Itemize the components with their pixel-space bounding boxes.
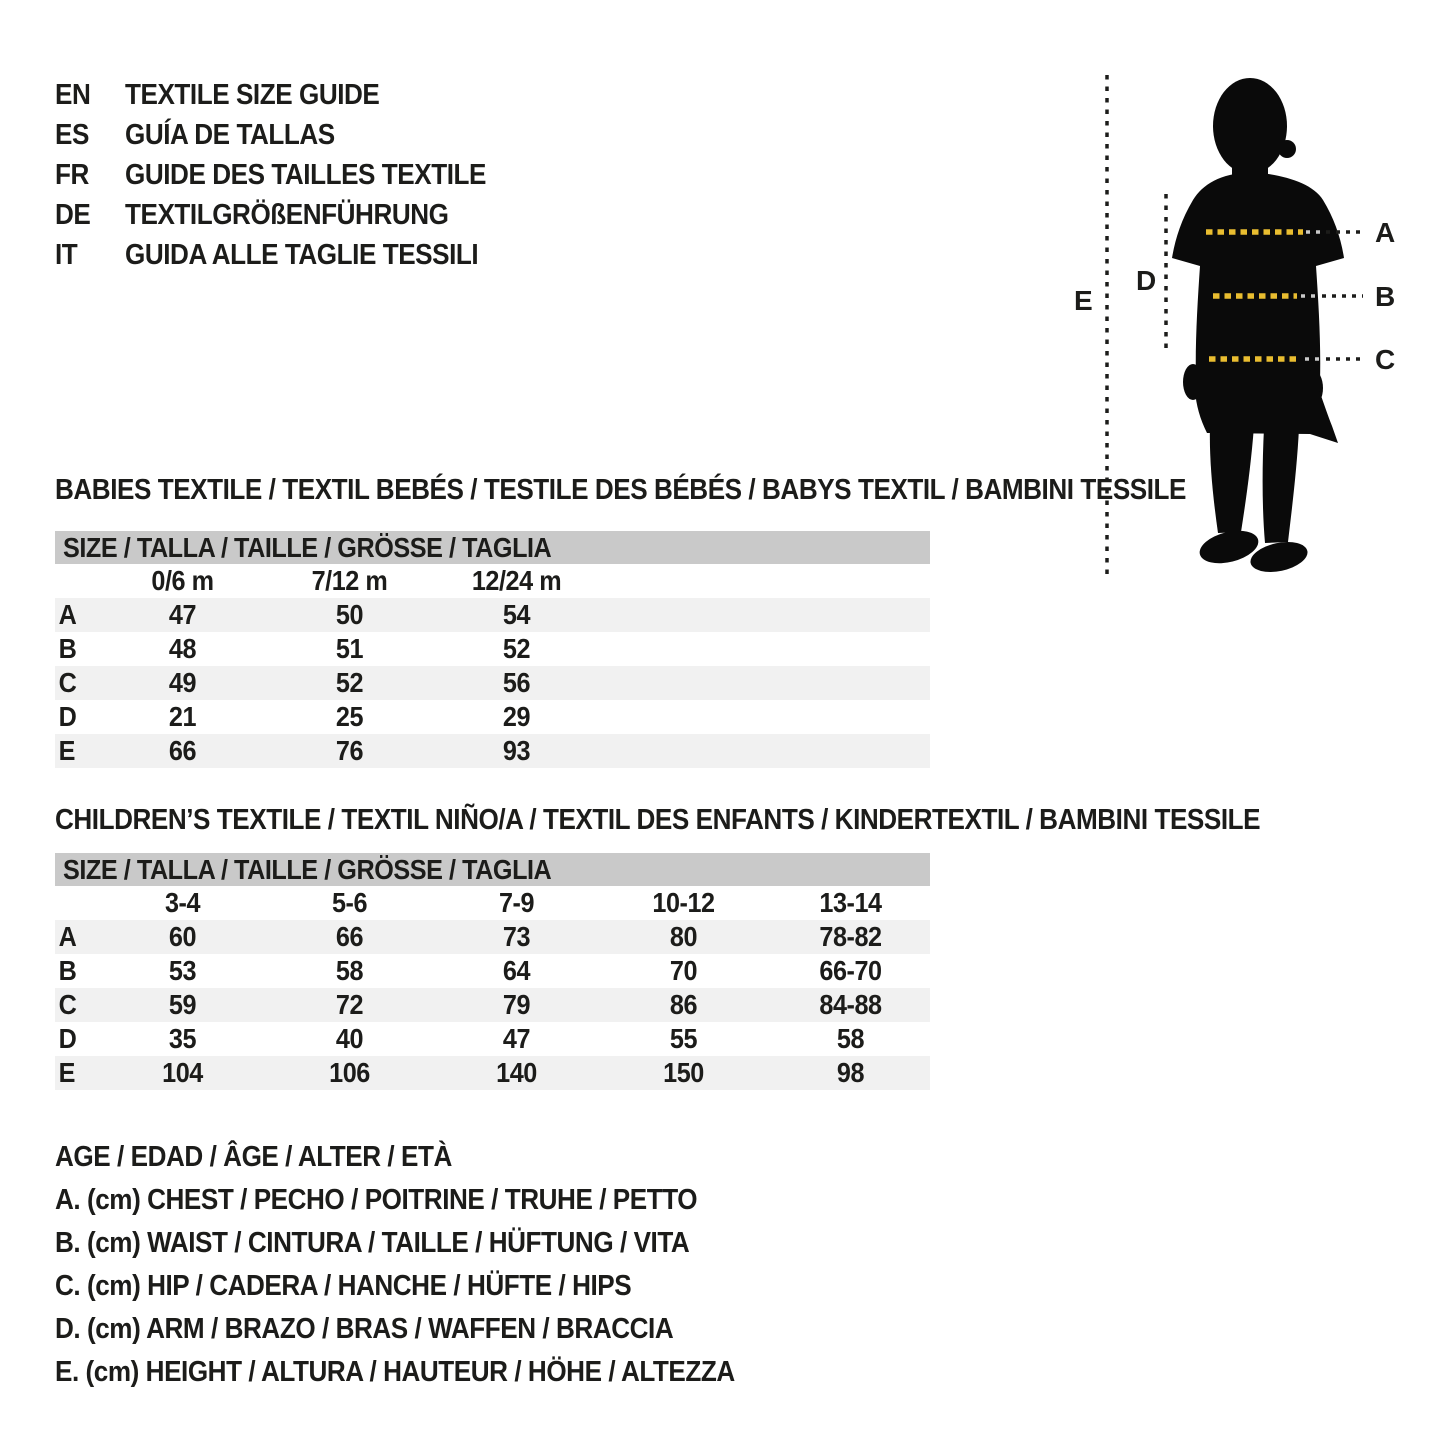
measurement-legend [55,1136,810,1394]
lang-title: GUÍA DE TALLAS [125,118,335,151]
column-header-row [55,564,930,598]
column-header: 7/12 m [311,565,388,596]
column-header-row [55,886,930,920]
lang-code: EN [55,78,91,111]
table-row: E 66 76 93 [55,734,930,768]
label-a: A [1375,217,1396,248]
label-b: B [1375,281,1396,312]
column-header: 13-14 [819,887,882,918]
table-row: B 53 58 64 70 66-70 [55,954,930,988]
row-label: D [58,1023,77,1054]
row-label: D [58,701,77,732]
table-row: A 60 66 73 80 78-82 [55,920,930,954]
language-title-list [55,75,526,275]
legend-line-age: AGE / EDAD / ÂGE / ALTER / ETÀ [55,1141,452,1173]
lang-code: IT [55,238,78,271]
column-header: 3-4 [164,887,201,918]
ear-bump [1278,140,1296,158]
legend-line-hip: C. (cm) HIP / CADERA / HANCHE / HÜFTE / HIPS [55,1270,632,1302]
legend-line-arm: D. (cm) ARM / BRAZO / BRAS / WAFFEN / BRACCIA [55,1313,674,1345]
row-label: C [58,989,77,1020]
lang-row-es [55,115,526,155]
row-label: E [58,735,75,766]
label-e: E [1074,285,1093,316]
column-header: 12/24 m [471,565,562,596]
column-header: 5-6 [331,887,368,918]
table-row: E 104 106 140 150 98 [55,1056,930,1090]
lang-row-en [55,75,526,115]
child-measurement-diagram [1060,60,1445,600]
row-label: B [58,955,77,986]
size-header-bar: SIZE / TALLA / TAILLE / GRÖSSE / TAGLIA [55,853,930,886]
lang-row-fr [55,155,526,195]
table-row: C 49 52 56 [55,666,930,700]
table-row: D 35 40 47 55 58 [55,1022,930,1056]
babies-size-table [55,531,930,768]
children-table-title: CHILDREN’S TEXTILE / TEXTIL NIÑO/A / TEXTIL DES ENFANTS / KINDERTEXTIL / BAMBINI TESSILE [55,804,1261,836]
lang-title: TEXTILE SIZE GUIDE [125,78,380,111]
lang-title: GUIDA ALLE TAGLIE TESSILI [125,238,479,271]
lang-code: ES [55,118,89,151]
row-label: E [58,1057,75,1088]
legend-line-height: E. (cm) HEIGHT / ALTURA / HAUTEUR / HÖHE / ALTEZZA [55,1356,735,1388]
babies-table-title: BABIES TEXTILE / TEXTIL BEBÉS / TESTILE DES BÉBÉS / BABYS TEXTIL / BAMBINI TESSILE [55,474,1186,506]
column-header: 10-12 [652,887,715,918]
lang-title: TEXTILGRÖßENFÜHRUNG [125,198,449,231]
lang-code: FR [55,158,89,191]
lang-title: GUIDE DES TAILLES TEXTILE [125,158,486,191]
table-row: B 48 51 52 [55,632,930,666]
table-row: A 47 50 54 [55,598,930,632]
lang-row-it [55,235,526,275]
label-c: C [1375,344,1396,375]
row-label: B [58,633,77,664]
label-d: D [1136,265,1157,296]
legend-line-chest: A. (cm) CHEST / PECHO / POITRINE / TRUHE / PETTO [55,1184,698,1216]
table-row: D 21 25 29 [55,700,930,734]
row-label: A [58,921,77,952]
column-header: 7-9 [498,887,535,918]
lang-row-de [55,195,526,235]
children-size-table [55,853,930,1090]
legend-line-waist: B. (cm) WAIST / CINTURA / TAILLE / HÜFTUNG / VITA [55,1227,690,1259]
column-header: 0/6 m [151,565,214,596]
row-label: A [58,599,77,630]
table-row: C 59 72 79 86 84-88 [55,988,930,1022]
size-header-bar: SIZE / TALLA / TAILLE / GRÖSSE / TAGLIA [55,531,930,564]
lang-code: DE [55,198,91,231]
row-label: C [58,667,77,698]
